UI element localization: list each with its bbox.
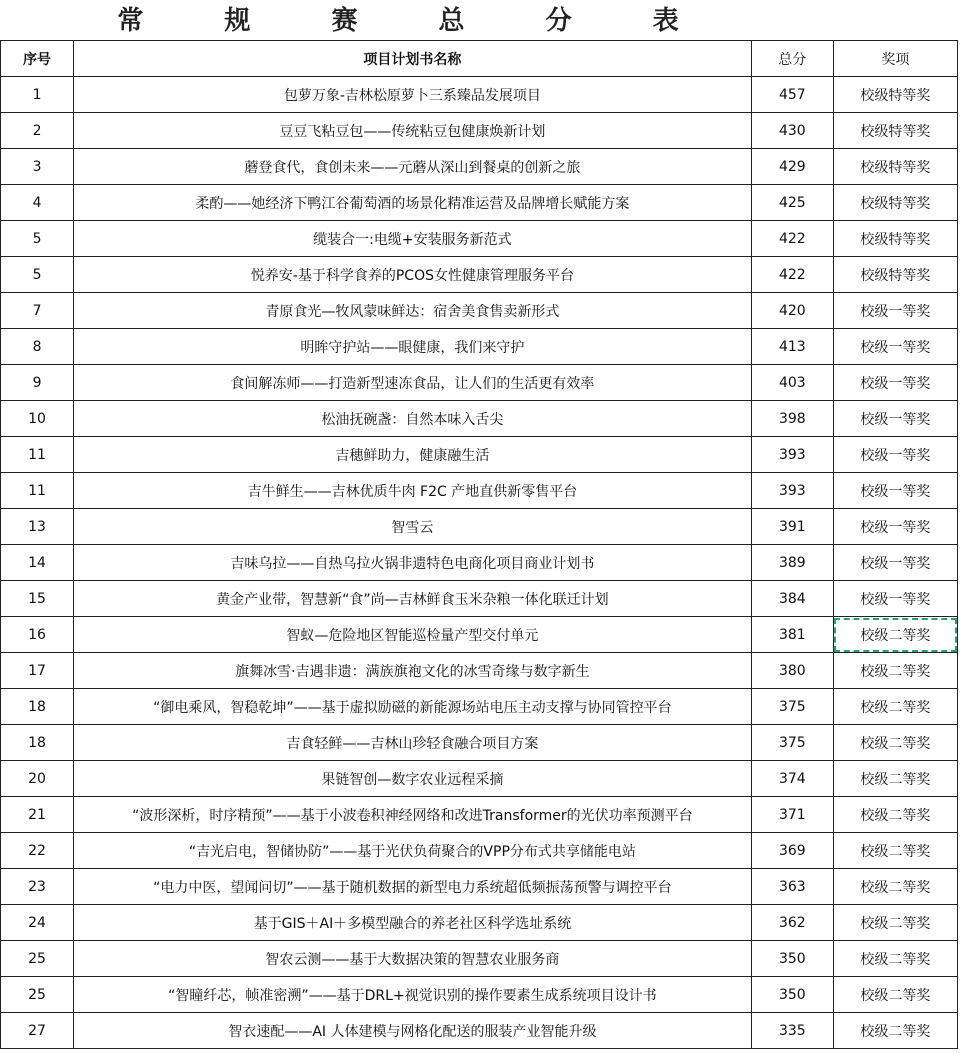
cell-no[interactable]: 11 — [1, 437, 74, 473]
cell-no[interactable]: 5 — [1, 221, 74, 257]
cell-project-name[interactable]: “波形深析，时序精预”——基于小波卷积神经网络和改进Transformer的光伏功率预测平台 — [74, 797, 752, 833]
cell-award[interactable]: 校级一等奖 — [833, 293, 957, 329]
cell-award[interactable]: 校级二等奖 — [833, 941, 957, 977]
cell-project-name[interactable]: 果链智创—数字农业远程采摘 — [74, 761, 752, 797]
cell-no[interactable]: 25 — [1, 941, 74, 977]
header-award[interactable]: 奖项 — [833, 41, 957, 77]
table-row — [1, 437, 958, 473]
table-header-row — [1, 41, 958, 77]
cell-no[interactable]: 11 — [1, 473, 74, 509]
cell-score[interactable]: 375 — [751, 689, 833, 725]
table-row — [1, 221, 958, 257]
cell-score[interactable]: 398 — [751, 401, 833, 437]
table-row — [1, 977, 958, 1013]
cell-no[interactable]: 2 — [1, 113, 74, 149]
table-row — [1, 617, 958, 653]
cell-project-name[interactable]: 吉食轻鲜——吉林山珍轻食融合项目方案 — [74, 725, 752, 761]
cell-award[interactable]: 校级一等奖 — [833, 545, 957, 581]
cell-award[interactable]: 校级特等奖 — [833, 149, 957, 185]
cell-award[interactable]: 校级二等奖 — [833, 617, 957, 653]
cell-award[interactable]: 校级一等奖 — [833, 401, 957, 437]
cell-award[interactable]: 校级二等奖 — [833, 725, 957, 761]
cell-no[interactable]: 4 — [1, 185, 74, 221]
cell-no[interactable]: 18 — [1, 689, 74, 725]
cell-score[interactable]: 369 — [751, 833, 833, 869]
cell-project-name[interactable]: 明眸守护站——眼健康，我们来守护 — [74, 329, 752, 365]
table-row — [1, 113, 958, 149]
cell-project-name[interactable]: 缆装合一:电缆+安装服务新范式 — [74, 221, 752, 257]
table-row — [1, 941, 958, 977]
cell-no[interactable]: 20 — [1, 761, 74, 797]
cell-score[interactable]: 381 — [751, 617, 833, 653]
cell-project-name[interactable]: 吉牛鲜生——吉林优质牛肉 F2C 产地直供新零售平台 — [74, 473, 752, 509]
table-row — [1, 509, 958, 545]
cell-award[interactable]: 校级二等奖 — [833, 653, 957, 689]
header-score[interactable]: 总分 — [751, 41, 833, 77]
cell-award[interactable]: 校级特等奖 — [833, 221, 957, 257]
cell-no[interactable]: 22 — [1, 833, 74, 869]
cell-score[interactable]: 374 — [751, 761, 833, 797]
table-row — [1, 257, 958, 293]
cell-score[interactable]: 425 — [751, 185, 833, 221]
table-row — [1, 473, 958, 509]
cell-score[interactable]: 371 — [751, 797, 833, 833]
cell-score[interactable]: 422 — [751, 221, 833, 257]
cell-award[interactable]: 校级一等奖 — [833, 581, 957, 617]
table-row — [1, 689, 958, 725]
cell-score[interactable]: 375 — [751, 725, 833, 761]
cell-score[interactable]: 393 — [751, 473, 833, 509]
cell-no[interactable]: 16 — [1, 617, 74, 653]
cell-no[interactable]: 14 — [1, 545, 74, 581]
cell-project-name[interactable]: 旗舞冰雪·吉遇非遗：满族旗袍文化的冰雪奇缘与数字新生 — [74, 653, 752, 689]
cell-no[interactable]: 1 — [1, 77, 74, 113]
cell-award[interactable]: 校级二等奖 — [833, 905, 957, 941]
cell-no[interactable]: 3 — [1, 149, 74, 185]
table-row — [1, 581, 958, 617]
cell-project-name[interactable]: 食间解冻师——打造新型速冻食品，让人们的生活更有效率 — [74, 365, 752, 401]
table-row — [1, 761, 958, 797]
cell-award[interactable]: 校级一等奖 — [833, 509, 957, 545]
cell-project-name[interactable]: 蘑登食代，食创未来——元蘑从深山到餐桌的创新之旅 — [74, 149, 752, 185]
cell-project-name[interactable]: 悦养安-基于科学食养的PCOS女性健康管理服务平台 — [74, 257, 752, 293]
cell-award[interactable]: 校级二等奖 — [833, 1013, 957, 1049]
cell-no[interactable]: 13 — [1, 509, 74, 545]
cell-project-name[interactable]: 智蚁—危险地区智能巡检量产型交付单元 — [74, 617, 752, 653]
cell-project-name[interactable]: 吉味乌拉——自热乌拉火锅非遗特色电商化项目商业计划书 — [74, 545, 752, 581]
table-row — [1, 725, 958, 761]
cell-score[interactable]: 350 — [751, 941, 833, 977]
page-title: 常 规 赛 总 分 表 — [117, 6, 715, 36]
cell-no[interactable]: 23 — [1, 869, 74, 905]
table-row — [1, 833, 958, 869]
header-no[interactable]: 序号 — [1, 41, 74, 77]
cell-project-name[interactable]: “吉光启电，智储协防”——基于光伏负荷聚合的VPP分布式共享储能电站 — [74, 833, 752, 869]
table-row — [1, 329, 958, 365]
cell-project-name[interactable]: 吉穗鲜助力，健康融生活 — [74, 437, 752, 473]
cell-no[interactable]: 18 — [1, 725, 74, 761]
cell-no[interactable]: 9 — [1, 365, 74, 401]
cell-award[interactable]: 校级一等奖 — [833, 329, 957, 365]
cell-award[interactable]: 校级特等奖 — [833, 257, 957, 293]
cell-award[interactable]: 校级二等奖 — [833, 689, 957, 725]
cell-no[interactable]: 10 — [1, 401, 74, 437]
table-row — [1, 149, 958, 185]
table-row — [1, 545, 958, 581]
cell-award[interactable]: 校级二等奖 — [833, 797, 957, 833]
cell-score[interactable]: 393 — [751, 437, 833, 473]
cell-project-name[interactable]: 基于GIS＋AI＋多模型融合的养老社区科学选址系统 — [74, 905, 752, 941]
cell-award[interactable]: 校级一等奖 — [833, 473, 957, 509]
cell-award[interactable]: 校级二等奖 — [833, 833, 957, 869]
cell-score[interactable]: 362 — [751, 905, 833, 941]
cell-score[interactable]: 420 — [751, 293, 833, 329]
table-row — [1, 905, 958, 941]
cell-no[interactable]: 27 — [1, 1013, 74, 1049]
cell-project-name[interactable]: 智农云测——基于大数据决策的智慧农业服务商 — [74, 941, 752, 977]
cell-project-name[interactable]: 黄金产业带，智慧新“食”尚—吉林鲜食玉米杂粮一体化联迁计划 — [74, 581, 752, 617]
score-table — [0, 40, 958, 1049]
cell-score[interactable]: 391 — [751, 509, 833, 545]
table-row — [1, 797, 958, 833]
table-body — [1, 77, 958, 1049]
cell-no[interactable]: 21 — [1, 797, 74, 833]
cell-no[interactable]: 5 — [1, 257, 74, 293]
cell-no[interactable]: 24 — [1, 905, 74, 941]
cell-project-name[interactable]: 松油抚碗盏：自然本味入舌尖 — [74, 401, 752, 437]
table-row — [1, 653, 958, 689]
cell-no[interactable]: 15 — [1, 581, 74, 617]
cell-score[interactable]: 350 — [751, 977, 833, 1013]
table-row — [1, 77, 958, 113]
cell-project-name[interactable]: 智雪云 — [74, 509, 752, 545]
table-row — [1, 293, 958, 329]
cell-score[interactable]: 363 — [751, 869, 833, 905]
cell-project-name[interactable]: 包萝万象-吉林松原萝卜三系臻品发展项目 — [74, 77, 752, 113]
cell-project-name[interactable]: 智衣速配——AI 人体建模与网格化配送的服装产业智能升级 — [74, 1013, 752, 1049]
table-row — [1, 365, 958, 401]
table-row — [1, 401, 958, 437]
cell-award[interactable]: 校级特等奖 — [833, 77, 957, 113]
cell-score[interactable]: 335 — [751, 1013, 833, 1049]
cell-award[interactable]: 校级二等奖 — [833, 977, 957, 1013]
cell-no[interactable]: 8 — [1, 329, 74, 365]
cell-award[interactable]: 校级特等奖 — [833, 113, 957, 149]
cell-project-name[interactable]: 青原食光—牧风蒙味鲜达：宿舍美食售卖新形式 — [74, 293, 752, 329]
cell-no[interactable]: 7 — [1, 293, 74, 329]
cell-score[interactable]: 422 — [751, 257, 833, 293]
cell-score[interactable]: 380 — [751, 653, 833, 689]
table-row — [1, 869, 958, 905]
cell-project-name[interactable]: “御电乘风，智稳乾坤”——基于虚拟励磁的新能源场站电压主动支撑与协同管控平台 — [74, 689, 752, 725]
cell-score[interactable]: 457 — [751, 77, 833, 113]
cell-score[interactable]: 389 — [751, 545, 833, 581]
cell-award[interactable]: 校级一等奖 — [833, 365, 957, 401]
cell-project-name[interactable]: 豆豆飞粘豆包——传统粘豆包健康焕新计划 — [74, 113, 752, 149]
table-row — [1, 1013, 958, 1049]
cell-award[interactable]: 校级二等奖 — [833, 869, 957, 905]
cell-score[interactable]: 384 — [751, 581, 833, 617]
cell-award[interactable]: 校级特等奖 — [833, 185, 957, 221]
cell-no[interactable]: 17 — [1, 653, 74, 689]
cell-no[interactable]: 25 — [1, 977, 74, 1013]
cell-score[interactable]: 429 — [751, 149, 833, 185]
cell-score[interactable]: 413 — [751, 329, 833, 365]
cell-award[interactable]: 校级一等奖 — [833, 437, 957, 473]
header-name[interactable]: 项目计划书名称 — [74, 41, 752, 77]
cell-project-name[interactable]: 柔酌——她经济下鸭江谷葡萄酒的场景化精准运营及品牌增长赋能方案 — [74, 185, 752, 221]
cell-score[interactable]: 430 — [751, 113, 833, 149]
cell-project-name[interactable]: “智瞳纤芯，帧准密溯”——基于DRL+视觉识别的操作要素生成系统项目设计书 — [74, 977, 752, 1013]
table-row — [1, 185, 958, 221]
cell-award[interactable]: 校级二等奖 — [833, 761, 957, 797]
cell-project-name[interactable]: “电力中医，望闻问切”——基于随机数据的新型电力系统超低频振荡预警与调控平台 — [74, 869, 752, 905]
cell-score[interactable]: 403 — [751, 365, 833, 401]
